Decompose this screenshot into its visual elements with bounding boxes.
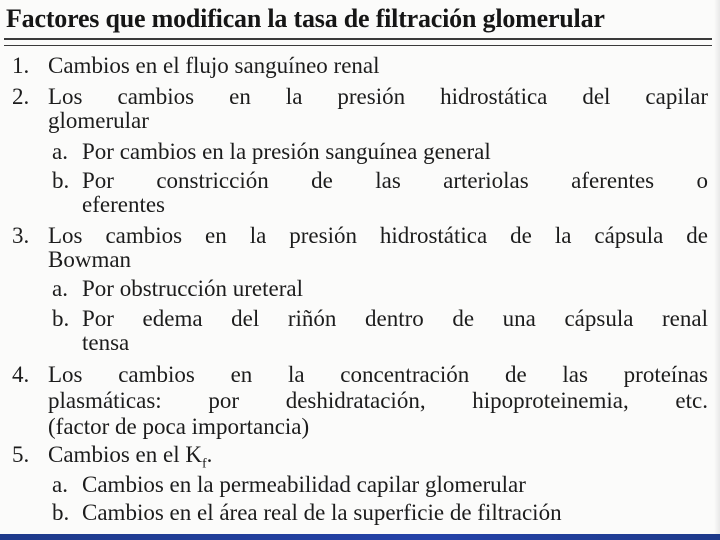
item-1-number: 1. [12,53,30,78]
item-2a-letter: a. [52,139,68,164]
item-5-period: . [206,442,213,467]
item-2-line-1: Los cambios en la presión hidrostática del capilar [48,84,708,109]
item-2b-letter: b. [52,168,70,193]
item-3-line-2: Bowman [48,247,132,272]
item-1-line-1: Cambios en el flujo sanguíneo renal [48,53,380,78]
item-3b-letter: b. [52,306,70,331]
item-2b-line-1: Por constricción de las arteriolas aferentes o [82,168,708,193]
item-2b-line-2: eferentes [82,192,165,217]
item-3a-line-1: Por obstrucción ureteral [82,276,303,301]
item-2-line-2: glomerular [48,108,149,133]
item-4-line-1: Los cambios en la concentración de las proteínas [48,362,708,387]
item-3-line-1: Los cambios en la presión hidrostática de la cápsula de [48,223,708,248]
document-title: Factores que modifican la tasa de filtración glomerular [6,4,605,33]
item-5b-line-1: Cambios en el área real de la superficie de filtración [82,500,562,525]
item-3-number: 3. [12,223,30,248]
item-5-subscript: f [201,456,207,472]
item-5a-letter: a. [52,472,68,497]
item-4-line-3: (factor de poca importancia) [48,414,310,439]
item-3b-line-1: Por edema del riñón dentro de una cápsula renal [82,306,708,331]
slide-bottom-bar [0,534,720,540]
page-edge-shade [714,0,720,540]
item-4-line-2: plasmáticas: por deshidratación, hipoproteinemia, etc. [48,388,708,413]
item-2a-line-1: Por cambios en la presión sanguínea general [82,139,491,164]
title-rule-bottom [4,45,712,46]
item-2-number: 2. [12,84,30,109]
title-rule-top [4,38,712,40]
item-5b-letter: b. [52,500,70,525]
item-4-number: 4. [12,362,30,387]
item-5-text: Cambios en el K [48,442,202,467]
item-5a-line-1: Cambios en la permeabilidad capilar glomerular [82,472,526,497]
item-5-number: 5. [12,442,30,467]
item-3b-line-2: tensa [82,330,130,355]
item-3a-letter: a. [52,276,68,301]
